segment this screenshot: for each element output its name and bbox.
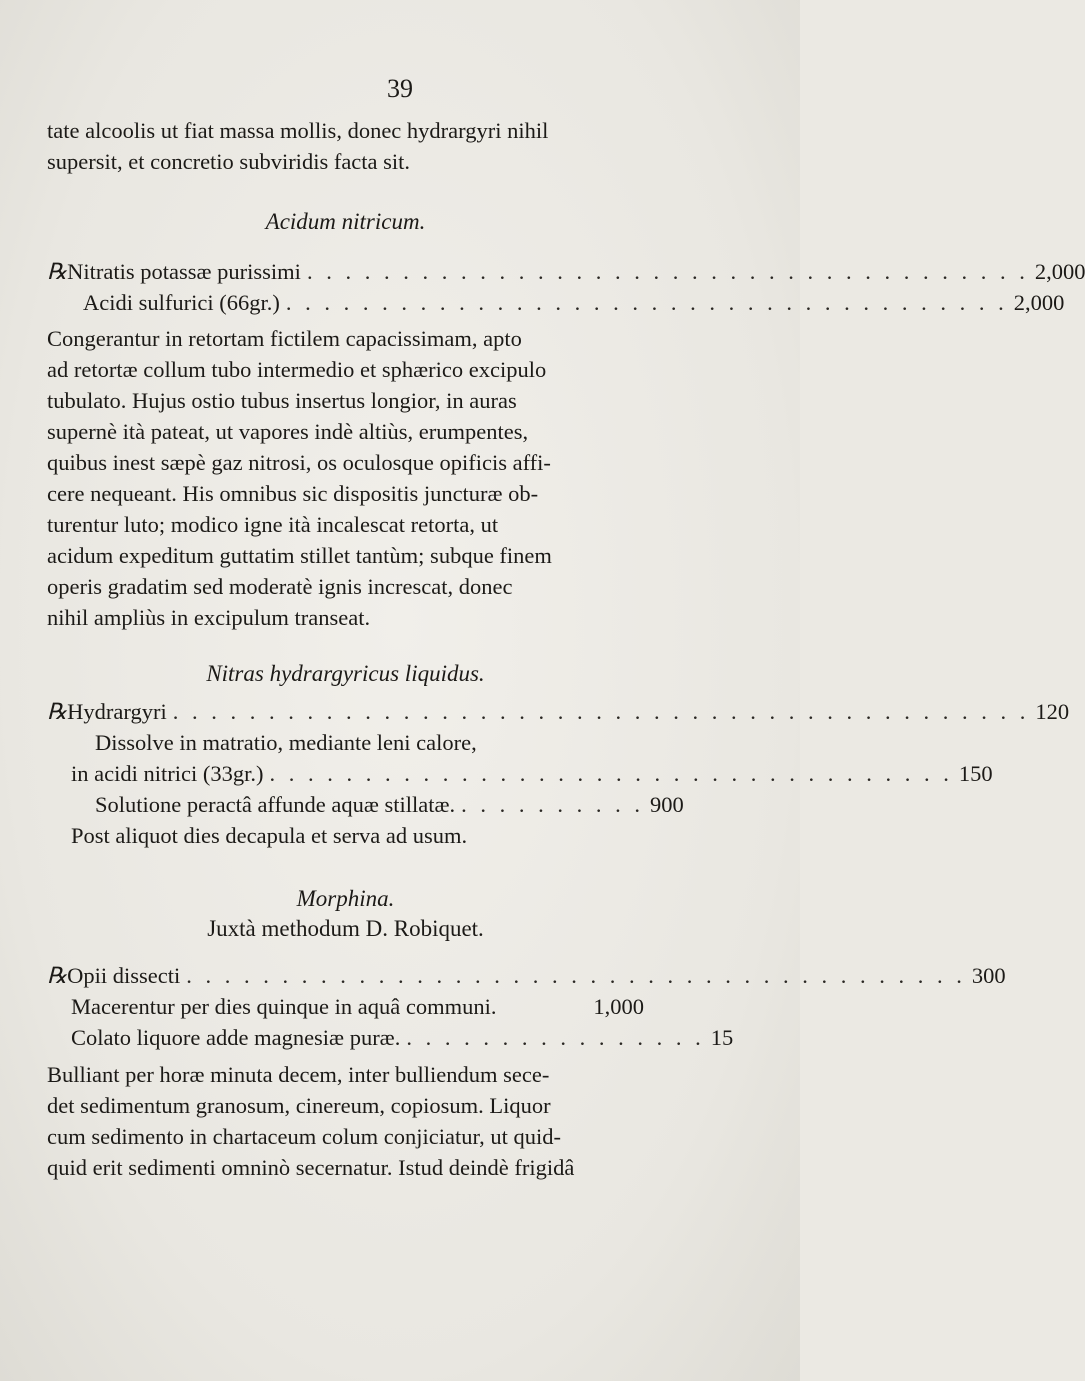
leader-dots: . . . . . . . . . . . . . . . . . . . . . . . . . . . . . . . . . . . . . . <box>306 259 1029 284</box>
paragraph-acidum-nitricum <box>47 323 644 633</box>
text-line: cum sedimento in chartaceum colum conjiciatur, ut quid- <box>47 1124 561 1149</box>
ingredient: Hydrargyri <box>67 699 167 724</box>
recipe-symbol: ℞ <box>47 259 68 284</box>
recipe-line <box>47 758 993 789</box>
quantity: 1,000 <box>593 994 644 1019</box>
recipe-line <box>47 1022 734 1053</box>
text-line: nihil ampliùs in excipulum transeat. <box>47 605 371 630</box>
ingredient: Opii dissecti <box>67 963 181 988</box>
ingredient: Solutione peractâ affunde aquæ stillatæ. <box>95 792 456 817</box>
intro-paragraph <box>47 115 644 177</box>
quantity: 2,000 <box>1034 259 1085 284</box>
page-number: 39 <box>387 74 413 103</box>
section-morphina <box>47 884 644 944</box>
leader-dots: . . . . . . . . . . . . . . . . . . . . . . . . . . . . . . . . . . . . . . . . . . . . . <box>172 699 1030 724</box>
quantity: 900 <box>650 792 684 817</box>
recipe-line <box>47 256 1085 287</box>
text-line: Post aliquot dies decapula et serva ad usum. <box>71 823 468 848</box>
text-line: Bulliant per horæ minuta decem, inter bulliendum sece- <box>47 1062 550 1087</box>
leader-dots: . . . . . . . . . . . . . . . . <box>406 1025 705 1050</box>
paragraph-morphina <box>47 1059 644 1183</box>
recipe-line <box>47 696 1070 727</box>
section-subheading: Juxtà methodum D. Robiquet. <box>207 916 484 941</box>
recipe-acidum-nitricum <box>47 256 1085 318</box>
text-line: Dissolve in matratio, mediante leni calore, <box>95 730 477 755</box>
text-line: supernè ità pateat, ut vapores indè altiùs, erumpentes, <box>47 419 529 444</box>
leader-dots: . . . . . . . . . . . . . . . . . . . . . . . . . . . . . . . . . . . . . . <box>285 290 1008 315</box>
text-line: tubulato. Hujus ostio tubus insertus longior, in auras <box>47 388 517 413</box>
section-heading: Nitras hydrargyricus liquidus. <box>206 661 485 686</box>
recipe-symbol: ℞ <box>47 699 68 724</box>
leader-dots: . . . . . . . . . . <box>461 792 644 817</box>
section-heading: Acidum nitricum. <box>265 209 426 234</box>
recipe-line <box>47 287 1065 318</box>
leader-dots: . . . . . . . . . . . . . . . . . . . . . . . . . . . . . . . . . . . . <box>269 761 953 786</box>
recipe-symbol: ℞ <box>47 963 68 988</box>
recipe-nitras-hydrargyricus <box>47 696 1070 851</box>
text-line: quid erit sedimenti omninò secernatur. Istud deindè frigidâ <box>47 1155 575 1180</box>
quantity: 150 <box>958 761 993 786</box>
ingredient: in acidi nitrici (33gr.) <box>71 761 264 786</box>
text-line: quibus inest sæpè gaz nitrosi, os oculosque opificis affi- <box>47 450 551 475</box>
quantity: 120 <box>1035 699 1070 724</box>
ingredient: Acidi sulfurici (66gr.) <box>83 290 280 315</box>
text-line: ad retortæ collum tubo intermedio et sphærico excipulo <box>47 357 547 382</box>
ingredient: Nitratis potassæ purissimi <box>67 259 301 284</box>
section-heading: Morphina. <box>296 886 395 911</box>
quantity: 2,000 <box>1013 290 1065 315</box>
ingredient: Colato liquore adde magnesiæ puræ. <box>71 1025 401 1050</box>
text-line: Congerantur in retortam fictilem capacissimam, apto <box>47 326 522 351</box>
section-acidum-nitricum <box>47 207 644 237</box>
quantity: 300 <box>971 963 1006 988</box>
quantity: 15 <box>710 1025 734 1050</box>
text-line: turentur luto; modico igne ità incalescat retorta, ut <box>47 512 499 537</box>
text-line: cere nequeant. His omnibus sic dispositis juncturæ ob- <box>47 481 539 506</box>
section-nitras-hydrargyricus <box>47 659 644 689</box>
text-line: operis gradatim sed moderatè ignis increscat, donec <box>47 574 513 599</box>
recipe-morphina <box>47 960 1006 1053</box>
text-line: supersit, et concretio subviridis facta sit. <box>47 149 411 174</box>
text-line: det sedimentum granosum, cinereum, copiosum. Liquor <box>47 1093 551 1118</box>
ingredient: Macerentur per dies quinque in aquâ communi. <box>71 994 497 1019</box>
text-line: acidum expeditum guttatim stillet tantùm; subque finem <box>47 543 552 568</box>
text-line: tate alcoolis ut fiat massa mollis, donec hydrargyri nihil <box>47 118 549 143</box>
recipe-line <box>47 789 684 820</box>
recipe-line <box>47 960 1006 991</box>
leader-dots: . . . . . . . . . . . . . . . . . . . . . . . . . . . . . . . . . . . . . . . . . <box>186 963 966 988</box>
recipe-line <box>47 991 644 1022</box>
